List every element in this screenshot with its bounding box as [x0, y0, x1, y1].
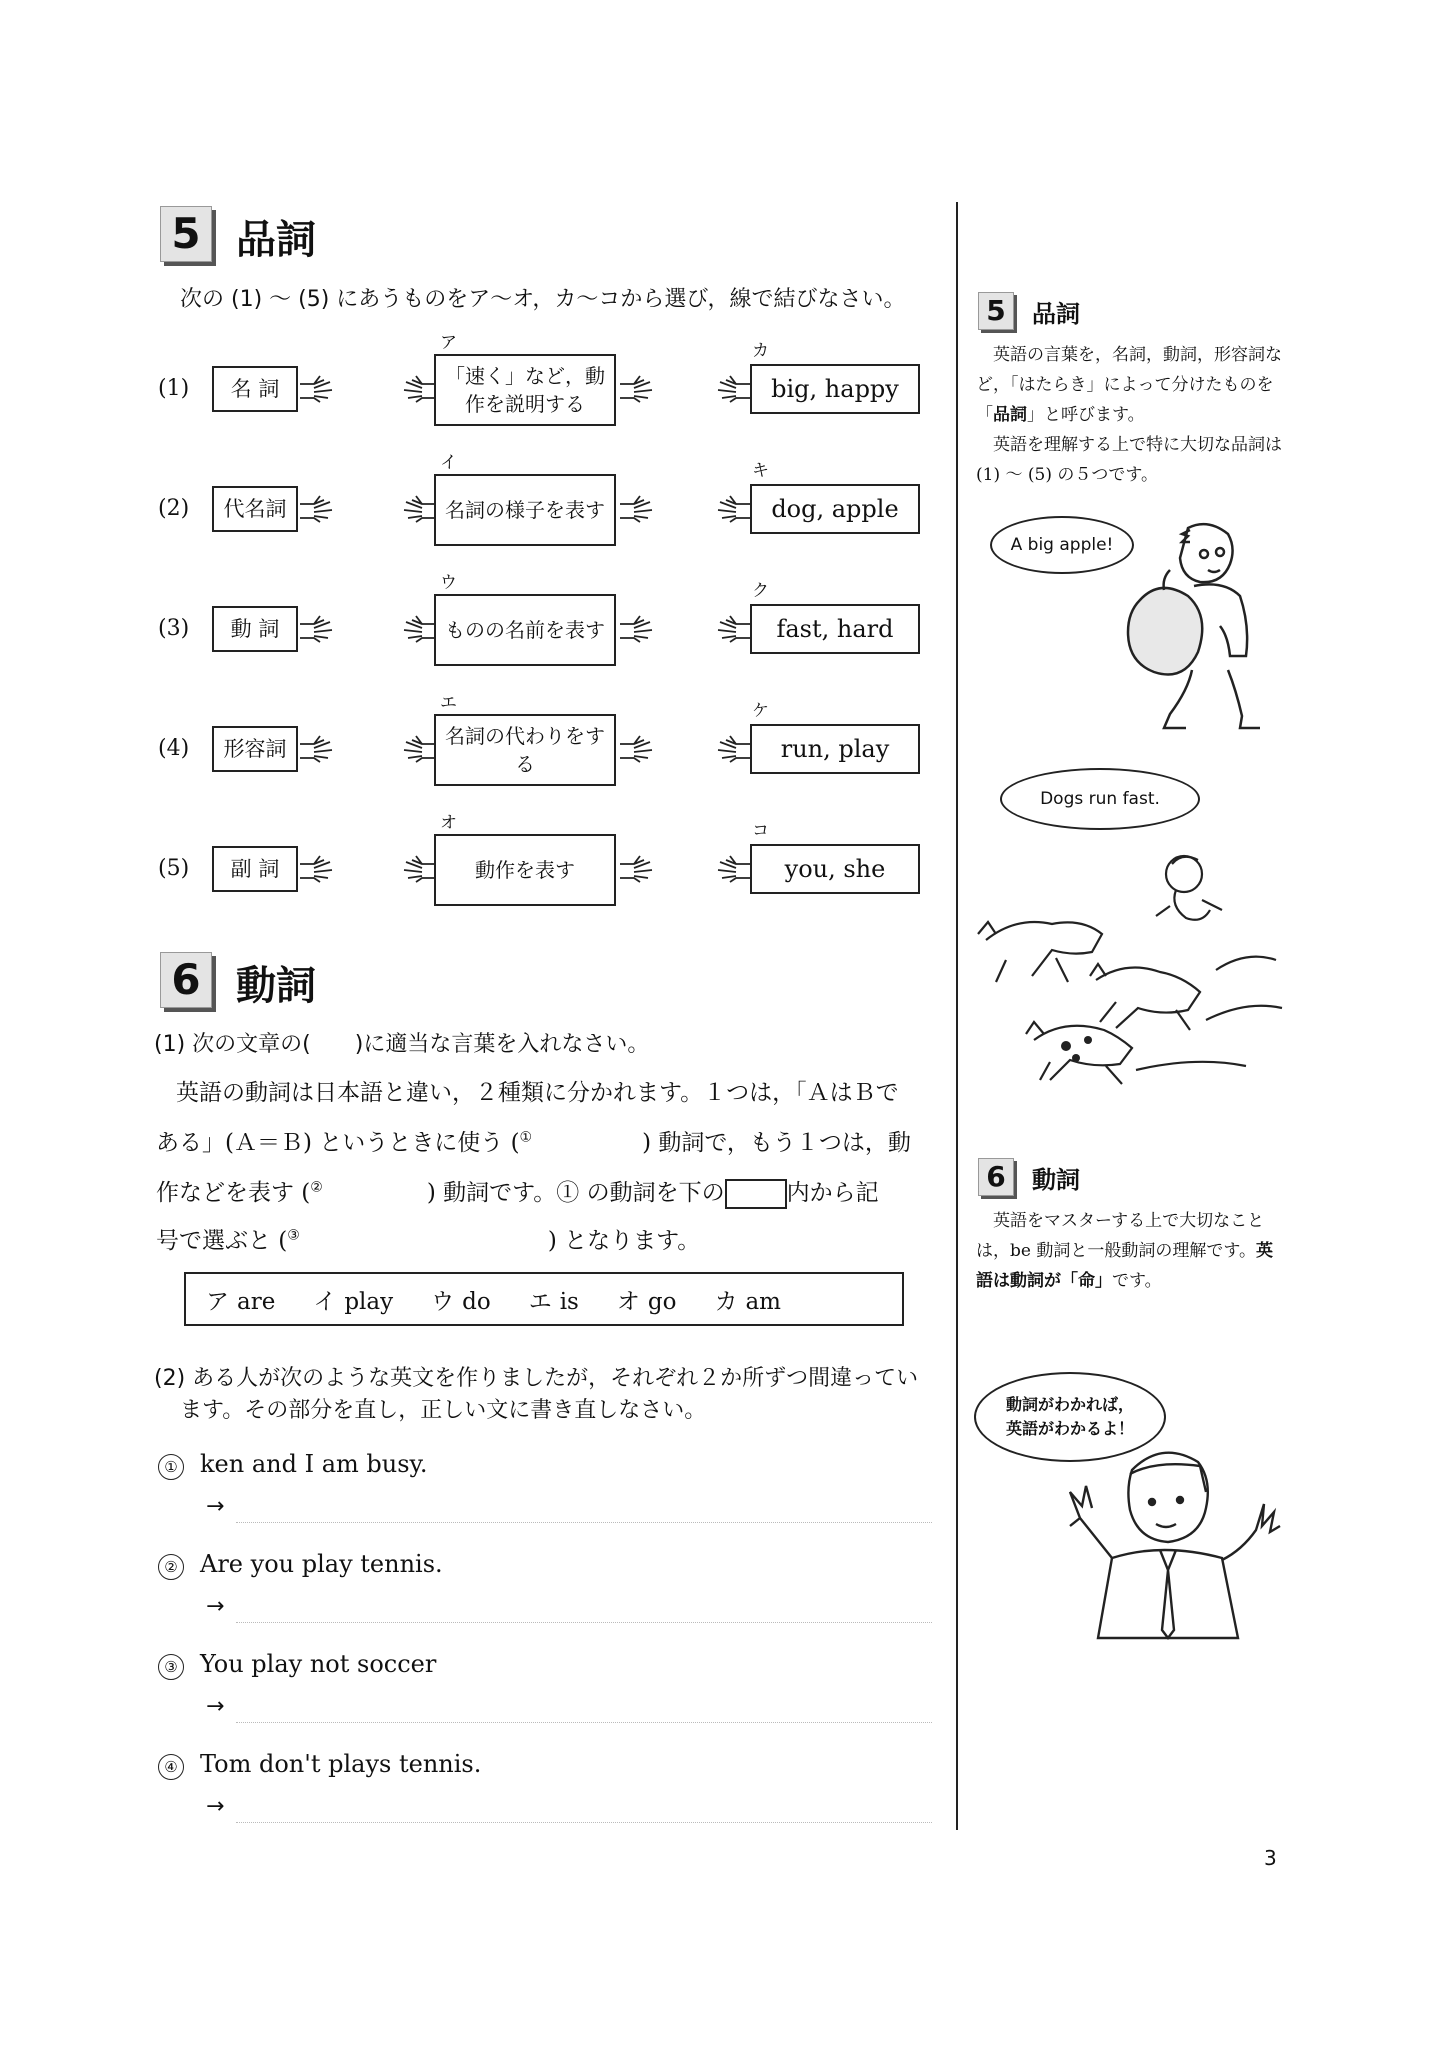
right-kana-label: キ	[752, 461, 769, 481]
column-divider	[956, 202, 958, 1830]
sidebar-s6-para1: 英語をマスターする上で大切なことは，be 動詞と一般動詞の理解です。英語は動詞が「命」です。	[976, 1211, 1273, 1291]
example-words-box[interactable]: you, she	[750, 844, 920, 894]
mid-kana-label: ウ	[440, 573, 457, 593]
hand-connector-icon	[298, 852, 338, 886]
hand-connector-icon	[298, 612, 338, 646]
arrow-1: →	[206, 1494, 225, 1519]
para-line1: 英語の動詞は日本語と違い，２種類に分かれます。１つは，「ＡはＢで	[176, 1080, 899, 1106]
term-box[interactable]: 動 詞	[212, 606, 298, 652]
running-dogs-illustration	[966, 830, 1286, 1090]
para-line4: 号で選ぶと (③ ) となります。	[156, 1227, 701, 1254]
sidebar-s5-para1: 英語の言葉を，名詞，動詞，形容詞など，「はたらき」によって分けたものを「品詞」と呼びます。	[976, 345, 1282, 425]
right-kana-label: カ	[752, 341, 769, 361]
sentence-3: ③ You play not soccer	[158, 1650, 436, 1680]
section6-title: 動詞	[236, 963, 316, 1009]
description-box[interactable]: 名詞の代わりをする	[434, 714, 616, 786]
options-box	[184, 1272, 904, 1326]
mid-kana-label: ア	[440, 333, 457, 353]
hand-connector-icon	[398, 852, 438, 886]
option-a: ア are	[206, 1288, 276, 1315]
hand-connector-icon	[712, 492, 752, 526]
hand-connector-icon	[618, 372, 658, 406]
speech-bubble-2: Dogs run fast.	[1000, 768, 1200, 830]
hand-connector-icon	[398, 732, 438, 766]
option-o: オ go	[616, 1288, 677, 1315]
right-kana-label: コ	[752, 821, 769, 841]
hand-connector-icon	[398, 372, 438, 406]
term-box[interactable]: 形容詞	[212, 726, 298, 772]
option-i: イ play	[313, 1288, 394, 1315]
hand-connector-icon	[298, 732, 338, 766]
hand-connector-icon	[618, 492, 658, 526]
option-u: ウ do	[431, 1288, 491, 1315]
row-number: (2)	[158, 496, 190, 521]
term-box[interactable]: 名 詞	[212, 366, 298, 412]
hand-connector-icon	[618, 852, 658, 886]
hand-connector-icon	[398, 492, 438, 526]
page-number: 3	[1264, 1846, 1277, 1870]
sidebar-s5-para2: 英語を理解する上で特に大切な品詞は (1) ～ (5) の５つです。	[976, 435, 1282, 485]
hand-connector-icon	[618, 732, 658, 766]
term-box[interactable]: 代名詞	[212, 486, 298, 532]
speech-bubble-1: A big apple!	[990, 516, 1134, 574]
mid-kana-label: イ	[440, 453, 457, 473]
row-number: (5)	[158, 856, 190, 881]
section5-title: 品詞	[236, 217, 316, 263]
example-words-box[interactable]: big, happy	[750, 364, 920, 414]
blank-mark-1: ①	[519, 1129, 533, 1146]
option-e: エ is	[528, 1288, 579, 1315]
row-number: (1)	[158, 376, 190, 401]
right-kana-label: ク	[752, 581, 769, 601]
teacher-illustration	[1052, 1440, 1292, 1640]
hand-connector-icon	[618, 612, 658, 646]
example-words-box[interactable]: run, play	[750, 724, 920, 774]
answer-line-3[interactable]	[236, 1722, 932, 1723]
q1-label: (1) 次の文章の( )に適当な言葉を入れなさい。	[154, 1032, 650, 1057]
option-ka: カ am	[714, 1288, 781, 1315]
answer-line-2[interactable]	[236, 1622, 932, 1623]
row-number: (3)	[158, 616, 190, 641]
hand-connector-icon	[398, 612, 438, 646]
sidebar-s5-title: 品詞	[1032, 300, 1080, 328]
sentence-2: ② Are you play tennis.	[158, 1550, 443, 1580]
arrow-4: →	[206, 1794, 225, 1819]
row-number: (4)	[158, 736, 190, 761]
sidebar-s6-title: 動詞	[1032, 1166, 1080, 1194]
sidebar-s6-number: 6	[978, 1158, 1014, 1196]
blank-mark-3: ③	[287, 1227, 300, 1244]
term-box[interactable]: 副 詞	[212, 846, 298, 892]
sentence-4: ④ Tom don't plays tennis.	[158, 1750, 481, 1780]
option-box-symbol	[725, 1179, 787, 1209]
para-line3: 作などを表す (② ) 動詞です。① の動詞を下の 内から記	[156, 1174, 879, 1209]
boy-with-apple-illustration	[1110, 520, 1270, 740]
arrow-3: →	[206, 1694, 225, 1719]
description-box[interactable]: 「速く」など，動作を説明する	[434, 354, 616, 426]
hand-connector-icon	[712, 852, 752, 886]
sentence-1: ① ken and I am busy.	[158, 1450, 428, 1480]
description-box[interactable]: ものの名前を表す	[434, 594, 616, 666]
hand-connector-icon	[712, 612, 752, 646]
mid-kana-label: オ	[440, 813, 457, 833]
sidebar-s5-number: 5	[978, 292, 1014, 330]
section5-instruction: 次の (1) ～ (5) にあうものをア～オ，カ～コから選び，線で結びなさい。	[180, 287, 906, 312]
section6-number: 6	[160, 952, 212, 1008]
blank-mark-2: ②	[310, 1179, 323, 1196]
speech-bubble-3: 動詞がわかれば， 英語がわかるよ！	[974, 1372, 1166, 1462]
q2-line2: ます。その部分を直し，正しい文に書き直しなさい。	[180, 1398, 707, 1423]
example-words-box[interactable]: fast, hard	[750, 604, 920, 654]
description-box[interactable]: 名詞の様子を表す	[434, 474, 616, 546]
description-box[interactable]: 動作を表す	[434, 834, 616, 906]
example-words-box[interactable]: dog, apple	[750, 484, 920, 534]
hand-connector-icon	[712, 732, 752, 766]
q2-line1: (2) ある人が次のような英文を作りましたが，それぞれ２か所ずつ間違ってい	[154, 1366, 919, 1391]
para-line2: ある」(Ａ＝Ｂ) というときに使う (① ) 動詞で，もう１つは，動	[156, 1129, 911, 1156]
hand-connector-icon	[298, 372, 338, 406]
mid-kana-label: エ	[440, 693, 457, 713]
hand-connector-icon	[298, 492, 338, 526]
section5-number: 5	[160, 206, 212, 262]
answer-line-1[interactable]	[236, 1522, 932, 1523]
answer-line-4[interactable]	[236, 1822, 932, 1823]
right-kana-label: ケ	[752, 701, 769, 721]
arrow-2: →	[206, 1594, 225, 1619]
hand-connector-icon	[712, 372, 752, 406]
